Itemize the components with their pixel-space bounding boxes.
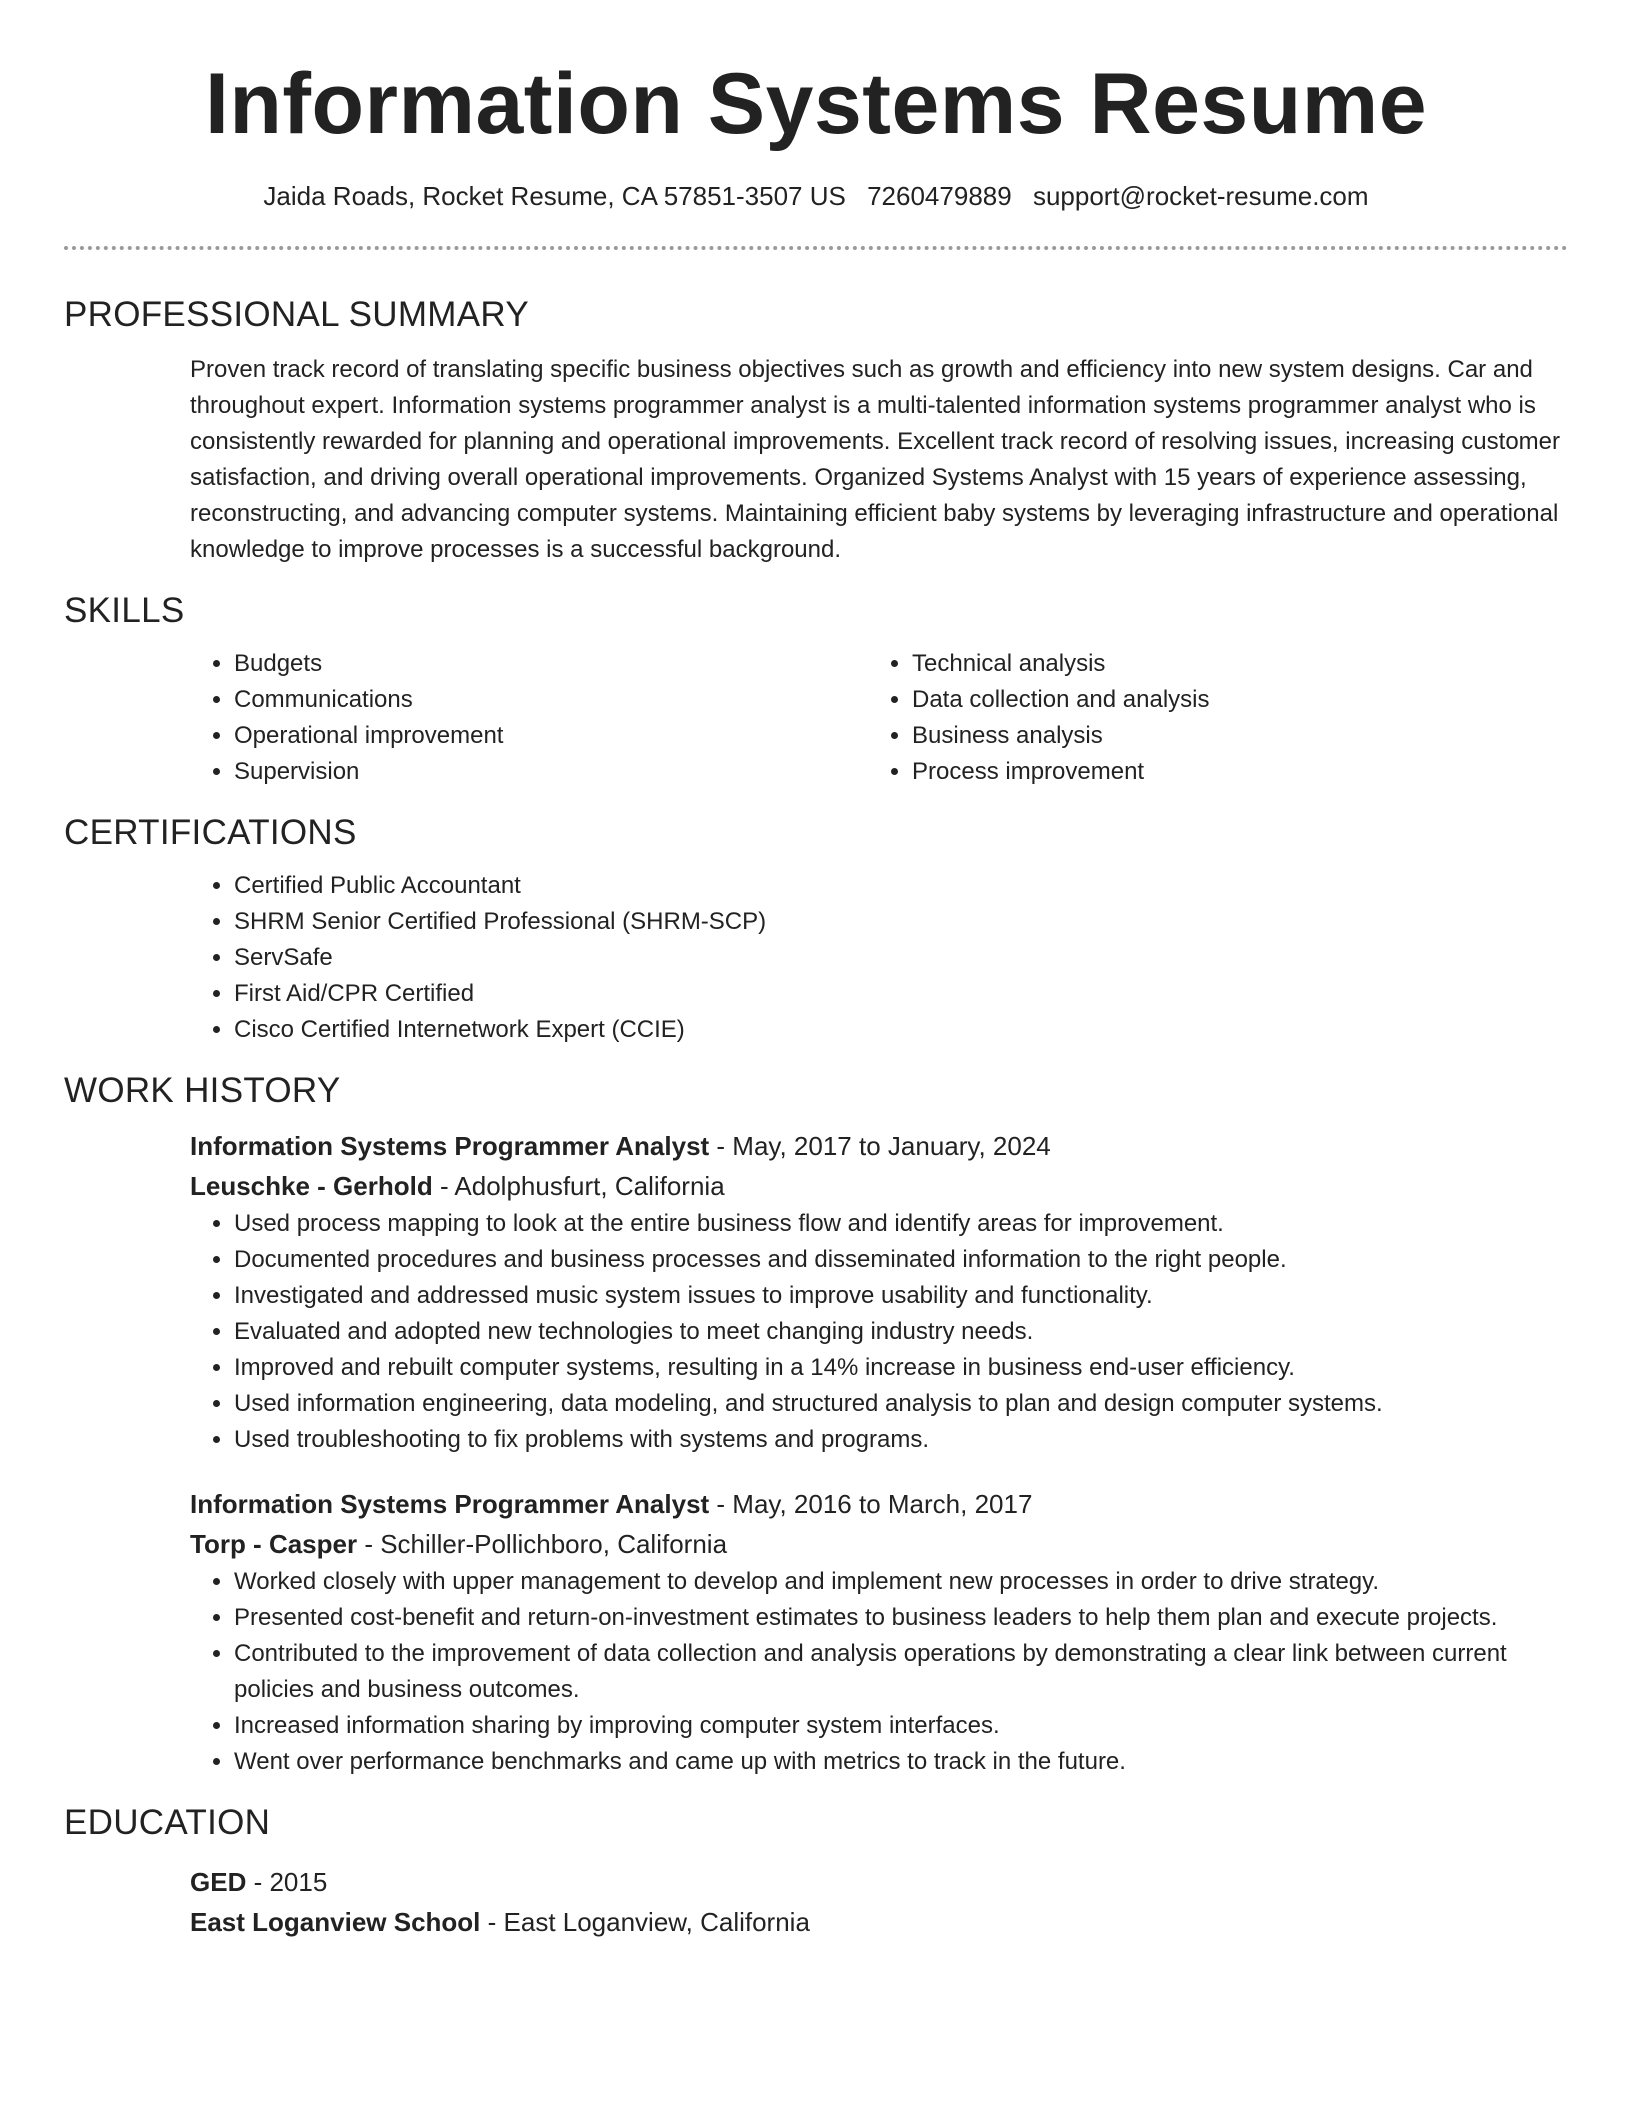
education-school-line [190, 1902, 1568, 1942]
job-bullet: • Documented procedures and business processes and disseminated information to the right people. [234, 1242, 1568, 1278]
job-location: - Schiller-Pollichboro, California [357, 1529, 728, 1559]
summary-heading: PROFESSIONAL SUMMARY [64, 295, 529, 334]
education-year: - 2015 [246, 1867, 328, 1897]
job-bullets [190, 1564, 1568, 1780]
job-company: Torp - Casper [190, 1529, 358, 1559]
job-bullet: • Investigated and addressed music system issues to improve usability and functionality. [234, 1278, 1568, 1314]
summary-text: Proven track record of translating specific business objectives such as growth and efficiency into new system designs. Car and throughout expert. Information systems programmer analyst is a multi-talented information systems programmer analyst who is consistently rewarded for planning and operational improvements. Excellent track record of resolving issues, increasing customer satisfaction, and driving overall operational improvements. Organized Systems Analyst with 15 years of experience assessing, reconstructing, and advancing computer systems. Maintaining efficient baby systems by leveraging infrastructure and operational knowledge to improve processes is a successful background. [190, 356, 1561, 563]
skill-item: • Business analysis [912, 718, 1546, 754]
skill-item: • Process improvement [912, 754, 1546, 790]
job-bullet: • Used information engineering, data modeling, and structured analysis to plan and design computer systems. [234, 1386, 1568, 1422]
job-bullet: • Used process mapping to look at the entire business flow and identify areas for improvement. [234, 1206, 1568, 1242]
work-history-section [64, 1126, 1568, 1780]
job-bullet: • Presented cost-benefit and return-on-investment estimates to business leaders to help them plan and execute projects. [234, 1600, 1568, 1636]
job-title: Information Systems Programmer Analyst [190, 1489, 710, 1519]
certification-item: • First Aid/CPR Certified [234, 976, 1568, 1012]
skills-section [64, 646, 1568, 790]
job-title: Information Systems Programmer Analyst [190, 1131, 710, 1161]
skill-item: • Technical analysis [912, 646, 1546, 682]
job-bullet: • Improved and rebuilt computer systems, resulting in a 14% increase in business end-user efficiency. [234, 1350, 1568, 1386]
job-bullet: • Increased information sharing by improving computer system interfaces. [234, 1708, 1568, 1744]
contact-address: Jaida Roads, Rocket Resume, CA 57851-3507 US [263, 181, 846, 211]
header-divider [64, 246, 1568, 250]
certification-item: • SHRM Senior Certified Professional (SHRM-SCP) [234, 904, 1568, 940]
education-section [64, 1862, 1568, 1942]
skills-list-right [868, 646, 1546, 790]
job-title-line [190, 1126, 1568, 1166]
job-title-line [190, 1484, 1568, 1524]
skills-list-left [190, 646, 868, 790]
job-entry [190, 1484, 1568, 1780]
job-bullet: • Contributed to the improvement of data collection and analysis operations by demonstrating a clear link between current policies and business outcomes. [234, 1636, 1568, 1708]
skills-heading: SKILLS [64, 591, 185, 630]
job-bullet: • Evaluated and adopted new technologies to meet changing industry needs. [234, 1314, 1568, 1350]
education-school: East Loganview School [190, 1907, 481, 1937]
summary-section [64, 352, 1568, 568]
job-dates: - May, 2017 to January, 2024 [709, 1131, 1051, 1161]
education-degree: GED [190, 1867, 247, 1897]
job-company-line [190, 1166, 1568, 1206]
skills-column-left [190, 646, 868, 790]
resume-title: Information Systems Resume [204, 56, 1428, 152]
education-degree-line [190, 1862, 1568, 1902]
contact-email: support@rocket-resume.com [1032, 181, 1369, 211]
skill-item: • Budgets [234, 646, 868, 682]
certification-item: • ServSafe [234, 940, 1568, 976]
education-location: - East Loganview, California [480, 1907, 810, 1937]
skill-item: • Communications [234, 682, 868, 718]
job-bullets [190, 1206, 1568, 1458]
certifications-section [64, 868, 1568, 1048]
contact-phone: 7260479889 [867, 181, 1012, 211]
job-bullet: • Used troubleshooting to fix problems with systems and programs. [234, 1422, 1568, 1458]
job-company-line [190, 1524, 1568, 1564]
certification-item: • Certified Public Accountant [234, 868, 1568, 904]
skills-column-right [868, 646, 1546, 790]
work-history-heading: WORK HISTORY [64, 1071, 341, 1110]
job-bullet: • Worked closely with upper management to develop and implement new processes in order to drive strategy. [234, 1564, 1568, 1600]
job-company: Leuschke - Gerhold [190, 1171, 433, 1201]
contact-line [64, 180, 1568, 212]
education-heading: EDUCATION [64, 1803, 271, 1842]
certifications-list [190, 868, 1568, 1048]
skill-item: • Supervision [234, 754, 868, 790]
skill-item: • Data collection and analysis [912, 682, 1546, 718]
certification-item: • Cisco Certified Internetwork Expert (CCIE) [234, 1012, 1568, 1048]
certifications-heading: CERTIFICATIONS [64, 813, 357, 852]
skill-item: • Operational improvement [234, 718, 868, 754]
job-location: - Adolphusfurt, California [432, 1171, 725, 1201]
job-bullet: • Went over performance benchmarks and came up with metrics to track in the future. [234, 1744, 1568, 1780]
job-entry [190, 1126, 1568, 1458]
job-dates: - May, 2016 to March, 2017 [709, 1489, 1033, 1519]
